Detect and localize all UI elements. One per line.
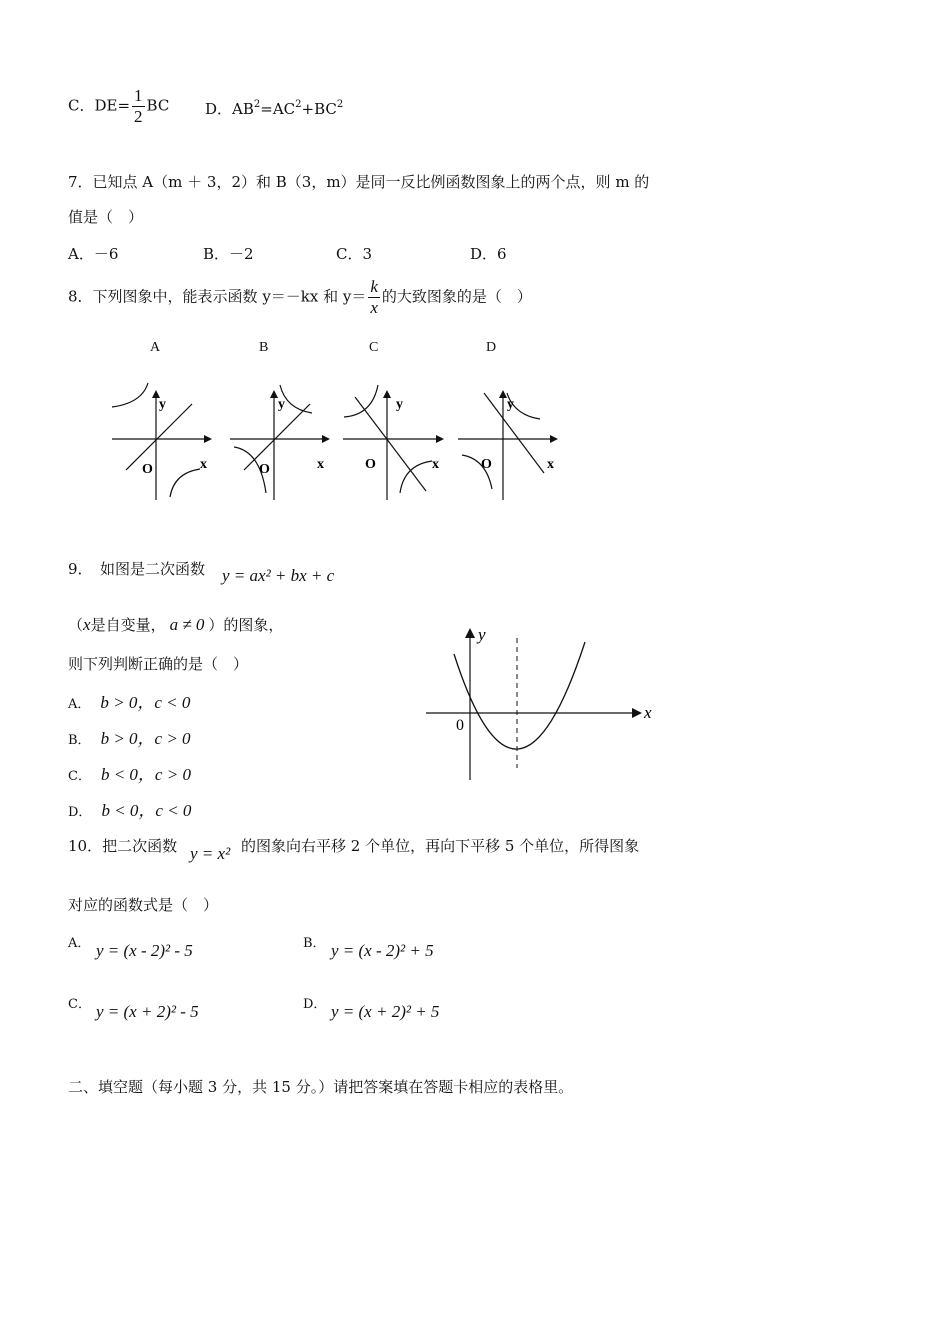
origin-label: O [259,462,270,477]
axis-label-x: x [200,457,207,472]
fraction-one-half: $\frac{1}{2}$ [134,86,143,126]
q7-option-a: A．－6 [68,245,119,263]
q7-stem-line1: 7．已知点 A（m ＋ 3，2）和 B（3，m）是同一反比例函数图象上的两个点，则 m 的 [68,173,650,191]
q9-question: 则下列判断正确的是（ ） [68,655,249,673]
axis-label-x: x [317,457,324,472]
parabola-curve [454,642,585,749]
q9-formula: y = ax² + bx + c [222,566,335,585]
q10-option-b: y = (x - 2)² + 5 [331,941,434,960]
axis-label-y: y [159,397,166,412]
q9-option-a: A． b > 0，c < 0 [68,693,191,712]
origin-label: O [142,462,153,477]
origin-label: O [365,457,376,472]
q9-condition: （x是自变量， a ≠ 0 ）的图象， [68,615,284,634]
q10-option-a-label: A． [68,936,91,951]
q10-option-d: y = (x + 2)² + 5 [331,1002,440,1021]
q6-option-c: C．DE= $\frac{1}{2}$ BC [68,86,170,126]
origin-label: O [481,457,492,472]
q10-formula: y = x² [190,844,231,863]
q8-stem: 8．下列图象中，能表示函数 y＝－kx 和 y＝ $\frac{k}{x}$ 的大致图象的是（ ） [68,277,532,317]
q10-option-c-label: C． [68,997,91,1012]
q7-stem-line2: 值是（ ） [68,208,144,226]
hyperbola-branch [170,469,200,497]
q8-graphs [100,375,570,505]
q9-option-d: D． b < 0，c < 0 [68,801,192,820]
q10-option-d-label: D． [303,997,327,1012]
axis-label-x: x [644,703,652,722]
q8-graph-label-c: C [369,340,379,355]
q10-option-b-label: B． [303,936,326,951]
q7-option-c: C．3 [336,245,373,263]
hyperbola-branch [112,383,148,407]
axis-label-y: y [278,397,285,412]
q8-graph-label-b: B [259,340,269,355]
axis-label-x: x [547,457,554,472]
q10-stem-part2: 的图象向右平移 2 个单位，再向下平移 5 个单位，所得图象 [241,837,640,855]
section-heading-fill-in: 二、填空题（每小题 3 分，共 15 分。）请把答案填在答题卡相应的表格里。 [68,1078,574,1096]
line-graph [244,404,310,470]
q8-graph-label-d: D [486,340,497,355]
origin-label: 0 [456,717,464,734]
q9-option-c: C． b < 0，c > 0 [68,765,191,784]
q6-option-d: D．$AB^2=AC^2+BC^2$ [205,99,344,118]
hyperbola-branch [344,385,378,417]
axis-label-y: y [507,397,514,412]
q8-graph-c [343,385,442,500]
axis-label-x: x [432,457,439,472]
axis-label-y: y [396,397,403,412]
fraction-k-over-x: $\frac{k}{x}$ [370,277,378,317]
q10-option-a: y = (x - 2)² - 5 [96,941,193,960]
q9-option-b: B． b > 0，c > 0 [68,729,191,748]
q10-stem-part1: 10．把二次函数 [68,837,178,855]
line-graph [126,404,192,470]
q9-parabola-graph [420,620,670,790]
q7-option-b: B．－2 [203,245,254,263]
q6-option-c-label: C．DE= [68,96,131,115]
q9-stem: 9． 如图是二次函数 [68,560,206,578]
q8-graph-label-a: A [150,340,161,355]
q7-option-d: D．6 [470,245,507,263]
q10-option-c: y = (x + 2)² - 5 [96,1002,199,1021]
axis-label-y: y [478,625,486,644]
line-graph [355,397,426,491]
q10-stem-line2: 对应的函数式是（ ） [68,896,219,914]
